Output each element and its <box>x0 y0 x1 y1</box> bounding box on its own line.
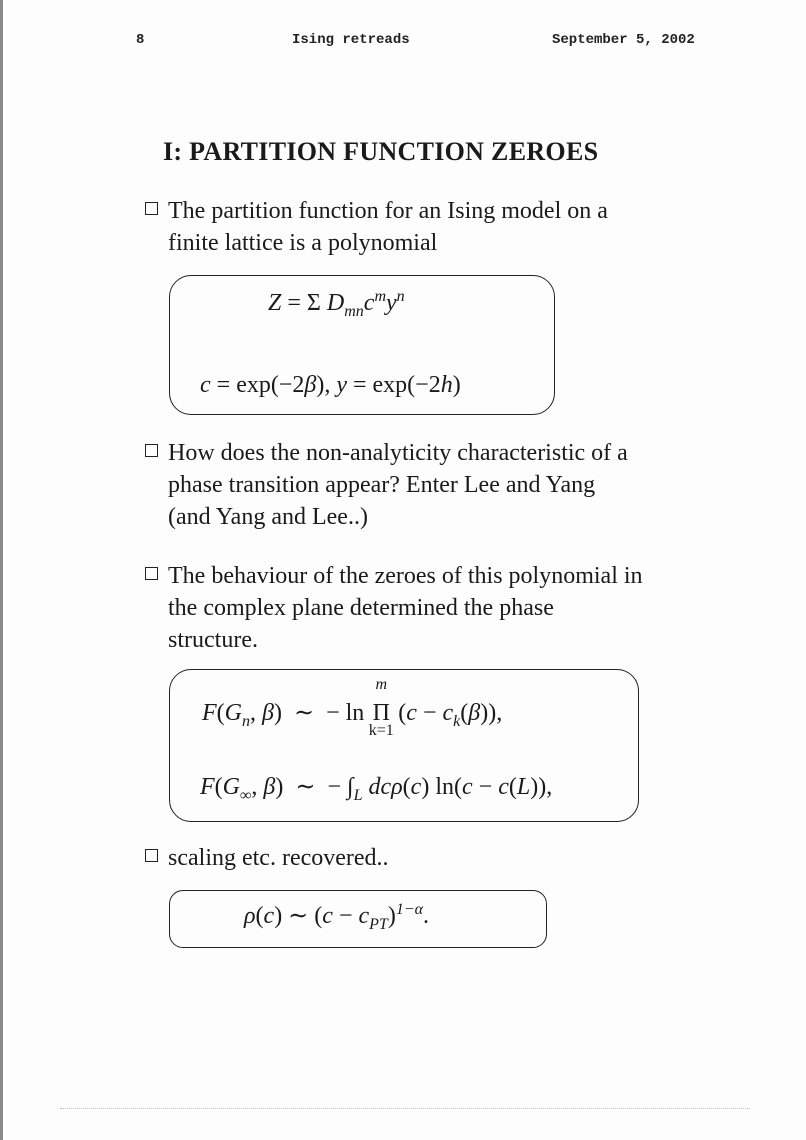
scan-bottom-line <box>60 1108 750 1109</box>
checkbox-square-icon <box>145 567 158 580</box>
formula-partition-sum: Z = Σ $D_{mn}c^my^n$ <box>268 288 405 320</box>
formula-scaling-density: ρ(c) ∼ $(c - c_{PT})^{1-\alpha}$. <box>244 901 430 933</box>
bullet-scaling <box>145 842 389 874</box>
scan-edge <box>0 0 3 1140</box>
formula-variables: c = exp(−2β), y = exp(−2h) <box>200 372 461 398</box>
bullet-line: phase transition appear? Enter Lee and Yang <box>168 472 596 498</box>
bullet-line: The behaviour of the zeroes of this polynomial in <box>168 563 643 589</box>
formula-free-energy-finite: $F(G_n$, β) ∼ − ln m Π k=1 $(c - c_k(\beta))$, <box>202 676 503 739</box>
bullet-line: finite lattice is a polynomial <box>168 230 438 256</box>
checkbox-square-icon <box>145 849 158 862</box>
bullet-line: How does the non-analyticity characteristic of a <box>168 440 628 466</box>
bullet-partition-function <box>145 195 608 259</box>
bullet-line: scaling etc. recovered.. <box>168 845 389 871</box>
formula-box-partition <box>169 275 555 415</box>
formula-free-energy-infinite: $F(G_\infty$, β) ∼ − $\int_L$ dcρ(c) ln(c − c(L)), <box>200 774 553 804</box>
checkbox-square-icon <box>145 202 158 215</box>
page-number: 8 <box>136 32 145 48</box>
bullet-non-analyticity <box>145 437 628 533</box>
bullet-zeroes-behaviour <box>145 560 643 656</box>
formula-box-scaling <box>169 890 547 948</box>
bullet-line: (and Yang and Lee..) <box>168 504 368 530</box>
header-date: September 5, 2002 <box>552 32 695 48</box>
running-title: Ising retreads <box>292 32 410 48</box>
bullet-line: the complex plane determined the phase <box>168 595 554 621</box>
checkbox-square-icon <box>145 444 158 457</box>
bullet-line: The partition function for an Ising model on a <box>168 198 608 224</box>
section-heading: I: PARTITION FUNCTION ZEROES <box>163 137 599 166</box>
formula-box-free-energy <box>169 669 639 822</box>
bullet-line: structure. <box>168 627 258 653</box>
